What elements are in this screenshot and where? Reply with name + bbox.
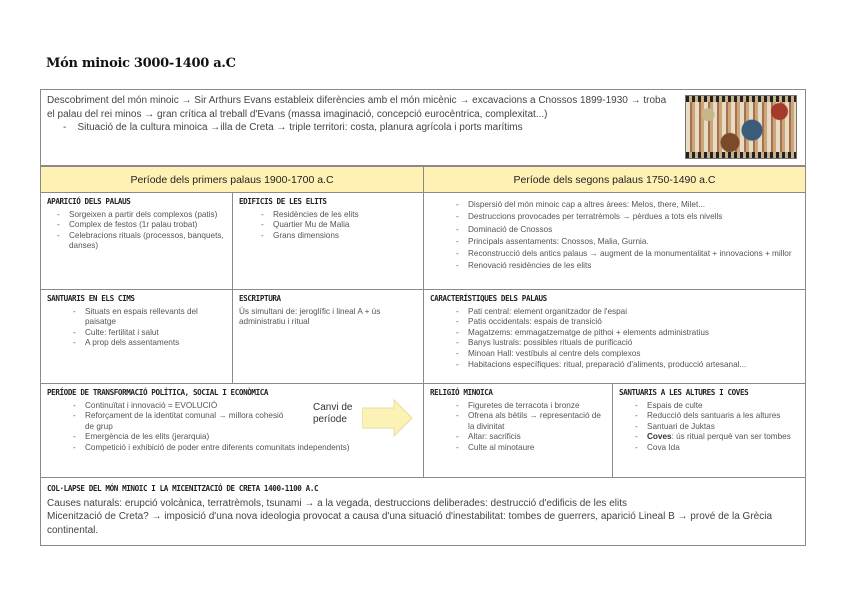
- santuaris-title: SANTUARIS EN ELS CIMS: [47, 294, 135, 303]
- list-item: - Complex de festos (1r palau trobat): [69, 220, 226, 231]
- collapse-line-1: Causes naturals: erupció volcànica, terratrèmols, tsunami → a la vegada, destruccions deliberades: destrucció d'edificis de les elits: [47, 498, 627, 510]
- altures-list: [619, 401, 799, 454]
- segons-palaus-cell: [423, 192, 806, 290]
- intro-box: [40, 89, 806, 166]
- transformacio-title: PERÍODE DE TRANSFORMACIÓ POLÍTICA, SOCIAL I ECONÒMICA: [47, 388, 269, 397]
- list-item: - Cova Ida: [647, 443, 799, 454]
- list-item: - Figuretes de terracota i bronze: [468, 401, 606, 412]
- list-item: - Destruccions provocades per terratrèmols → pèrdues a tots els nivells: [468, 211, 799, 223]
- escriptura-cell: [232, 289, 424, 384]
- list-item: - Espais de culte: [647, 401, 799, 412]
- list-item: - Residències de les elits: [273, 210, 417, 221]
- list-item: - Coves: ús ritual perquè van ser tombes: [647, 432, 799, 443]
- edificis-title: EDIFICIS DE LES ELITS: [239, 197, 327, 206]
- list-item: - Sorgeixen a partir dels complexos (patis): [69, 210, 226, 221]
- intro-line-1: Descobriment del món minoic → Sir Arthurs Evans estableix diferències amb el món micènic → excavacions a Cnossos 1899-1930 → troba el palau del rei minos → gran crítica al treball d'Evans (massa imaginació, concepció eurocèntrica, complexitat...): [47, 95, 667, 120]
- escriptura-title: ESCRIPTURA: [239, 294, 281, 303]
- santuaris-list: [47, 307, 226, 349]
- list-item: - Ofrena als bètils → representació de la divinitat: [468, 411, 606, 432]
- list-item: - Reforçament de la identitat comunal → millora cohesió de grup: [85, 411, 285, 432]
- list-item: - Principals assentaments: Cnossos, Malia, Gurnia.: [468, 236, 799, 248]
- edificis-elits-cell: [232, 192, 424, 290]
- canvi-periode-label: Canvi de període: [313, 402, 353, 425]
- aparicio-list: [47, 210, 226, 252]
- religio-list: [430, 401, 606, 454]
- list-item: - A prop dels assentaments: [85, 338, 226, 349]
- santuaris-cims-cell: [40, 289, 233, 384]
- list-item: - Dispersió del món minoic cap a altres àrees: Melos, there, Milet...: [468, 199, 799, 211]
- list-item: - Celebracions rituals (processos, banquets, danses): [69, 231, 226, 252]
- list-item: - Magatzems: emmagatzematge de pithoi + elements administratius: [468, 328, 799, 339]
- list-item: - Renovació residències de les elits: [468, 260, 799, 272]
- list-item: - Reconstrucció dels antics palaus → augment de la monumentalitat + innovacions + millor: [468, 248, 799, 260]
- page-title: Món minoic 3000-1400 a.C: [46, 56, 236, 71]
- caracteristiques-cell: [423, 289, 806, 384]
- list-item: - Grans dimensions: [273, 231, 417, 242]
- list-item: - Situats en espais rellevants del paisatge: [85, 307, 226, 328]
- list-item: - Continuïtat i innovació = EVOLUCIÓ: [85, 401, 315, 412]
- collapse-title: COL·LAPSE DEL MÓN MINOIC I LA MICENITZACIÓ DE CRETA 1400-1100 A.C: [47, 484, 319, 493]
- collapse-box: [40, 477, 806, 546]
- altures-coves-cell: [612, 383, 806, 478]
- caracteristiques-list: [430, 307, 799, 371]
- religio-cell: [423, 383, 613, 478]
- list-item: - Emergència de les elits (jerarquia): [85, 432, 417, 443]
- escriptura-text: Ús simultani de: jeroglífic i lineal A + ús administratiu i ritual: [239, 306, 381, 327]
- list-item: - Quartier Mu de Malia: [273, 220, 417, 231]
- list-item: - Reducció dels santuaris a les altures: [647, 411, 799, 422]
- edificis-list: [239, 210, 417, 242]
- collapse-line-2: Micenització de Creta? → imposició d'una nova ideologia provocat a causa d'una situació d'inestabilitat: tombes de guerrers, aparició Lineal B → prové de la Grècia continental.: [47, 511, 773, 536]
- list-item: - Dominació de Cnossos: [468, 224, 799, 236]
- altures-title: SANTUARIS A LES ALTURES I COVES: [619, 388, 749, 397]
- aparicio-title: APARICIÓ DELS PALAUS: [47, 197, 131, 206]
- list-item: - Santuari de Juktas: [647, 422, 799, 433]
- fresco-image: [685, 95, 797, 159]
- religio-title: RELIGIÓ MINOICA: [430, 388, 493, 397]
- header-primers-palaus: Període dels primers palaus 1900-1700 a.C: [40, 166, 424, 193]
- intro-line-2: - Situació de la cultura minoica →illa de Creta → triple territori: costa, planura agrícola i ports marítims: [63, 122, 523, 133]
- list-item: - Pati central: element organitzador de l'espai: [468, 307, 799, 318]
- right-arrow-icon: [362, 398, 414, 438]
- list-item: - Culte al minotaure: [468, 443, 606, 454]
- list-item: - Patis occidentals: espais de transició: [468, 317, 799, 328]
- segons-list: [430, 199, 799, 273]
- list-item: - Habitacions específiques: ritual, preparació d'aliments, producció artesanal...: [468, 360, 799, 371]
- header-segons-palaus: Període dels segons palaus 1750-1490 a.C: [423, 166, 806, 193]
- list-item: - Minoan Hall: vestíbuls al centre dels complexos: [468, 349, 799, 360]
- caracteristiques-title: CARACTERÍSTIQUES DELS PALAUS: [430, 294, 547, 303]
- list-item: - Competició i exhibició de poder entre diferents comunitats independents): [85, 443, 417, 454]
- list-item: - Culte: fertilitat i salut: [85, 328, 226, 339]
- aparicio-palaus-cell: [40, 192, 233, 290]
- list-item: - Altar: sacrificis: [468, 432, 606, 443]
- list-item: - Banys lustrals: possibles rituals de purificació: [468, 338, 799, 349]
